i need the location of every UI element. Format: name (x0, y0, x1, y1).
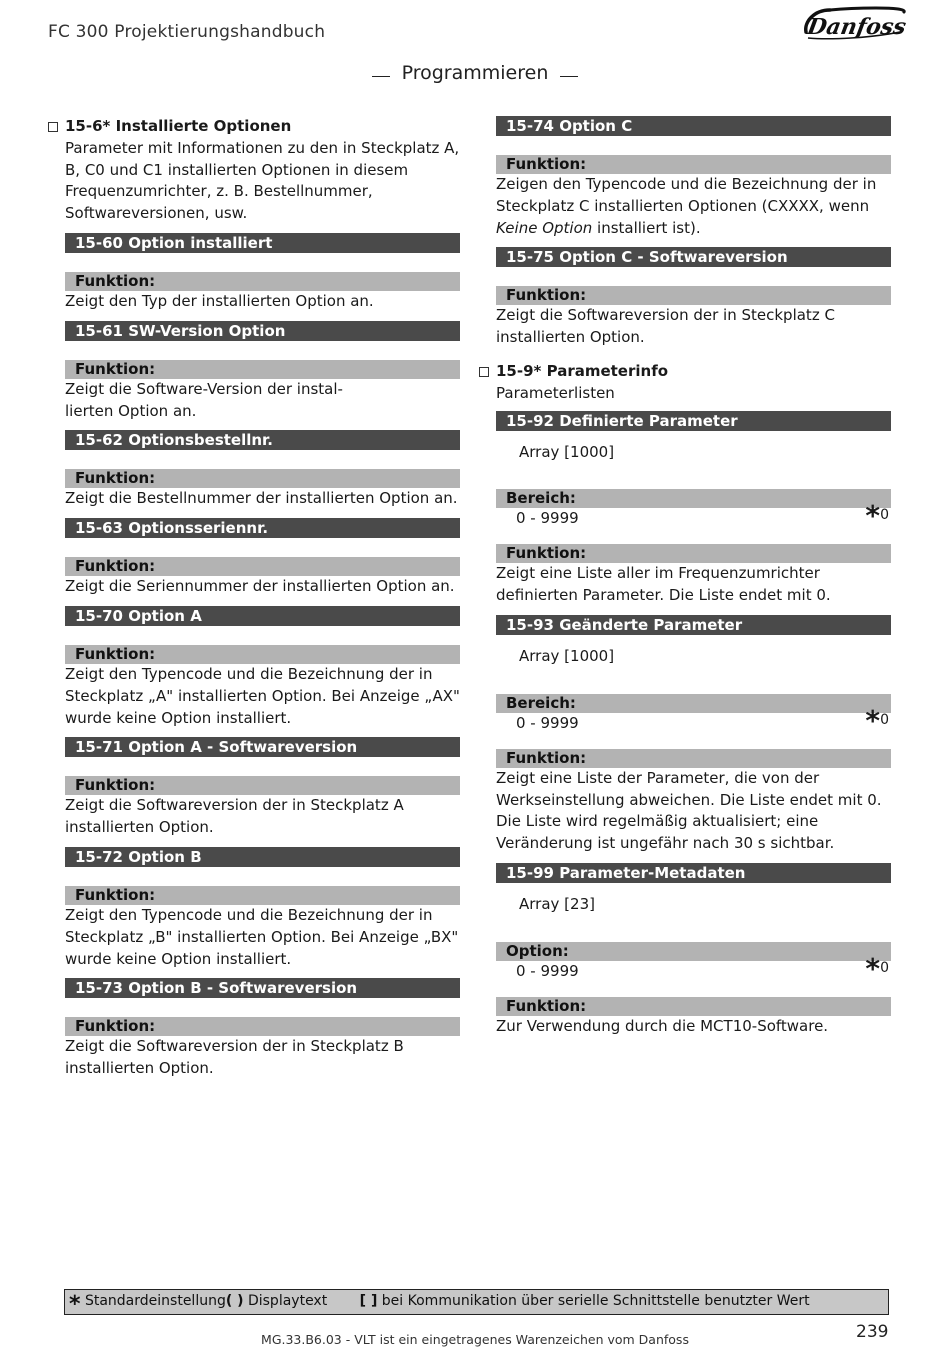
title-dash-right (560, 76, 578, 77)
range-row (516, 703, 891, 737)
group-description: Parameterlisten (496, 383, 615, 402)
range-value: 0 - 9999 (516, 713, 579, 732)
param-15-62 (48, 430, 460, 510)
function-text: Zeigt die Softwareversion der in Steckplatz B installierten Option. (65, 1037, 404, 1078)
legend-bar (64, 1289, 889, 1315)
function-label: Funktion: (65, 557, 460, 576)
group-description: Parameter mit Informationen zu den in Steckplatz A, B, C0 und C1 installierten Optionen in diesem Frequenzumrichter, z. B. Bestellnummer, Softwareversionen, usw. (65, 138, 460, 223)
checkbox-square-icon (48, 122, 58, 132)
param-title: 15-71 Option A - Softwareversion (65, 737, 460, 757)
default-value (865, 703, 889, 737)
function-text: Zur Verwendung durch die MCT10-Software. (496, 1016, 829, 1035)
svg-text:Danfoss: Danfoss (805, 14, 909, 40)
function-text: Zeigt die Softwareversion der in Steckplatz C installierten Option. (496, 306, 835, 347)
function-label: Funktion: (496, 749, 891, 768)
legend-star-text: Standardeinstellung (84, 1293, 226, 1309)
legend-paren-symbol: ( ) (225, 1293, 244, 1309)
page-number: 239 (856, 1322, 889, 1342)
function-label: Funktion: (65, 360, 460, 379)
param-15-92 (479, 411, 891, 607)
function-label: Funktion: (65, 645, 460, 664)
default-value (865, 951, 889, 985)
default-number: 0 (880, 959, 889, 976)
param-title: 15-93 Geänderte Parameter (496, 615, 891, 635)
function-text: Zeigt den Typencode und die Bezeichnung der in Steckplatz „B" installierten Option. Bei Anzeige „BX" wurde keine Option installiert. (65, 905, 459, 968)
footer-text: MG.33.B6.03 - VLT ist ein eingetragenes Warenzeichen vom Danfoss (261, 1332, 689, 1347)
array-size: Array [1000] (519, 442, 615, 461)
function-label: Funktion: (496, 544, 891, 563)
range-label: Bereich: (496, 489, 891, 508)
function-label: Funktion: (65, 886, 460, 905)
function-text-start: Zeigen den Typencode und die Bezeichnung der in Steckplatz C installierten Optionen (CXXXX, wenn (496, 175, 877, 215)
param-15-99 (479, 863, 891, 1038)
default-star-icon: * (865, 703, 881, 737)
param-title: 15-60 Option installiert (65, 233, 460, 253)
legend-star-icon: * (69, 1292, 81, 1317)
function-text-end: installiert ist). (592, 218, 701, 237)
param-15-63 (48, 518, 460, 598)
param-title: 15-99 Parameter-Metadaten (496, 863, 891, 883)
param-15-75 (479, 247, 891, 349)
range-value: 0 - 9999 (516, 509, 579, 528)
function-text (496, 174, 891, 239)
param-15-61 (48, 321, 460, 423)
danfoss-logo (800, 2, 910, 46)
function-text: Zeigt den Typencode und die Bezeichnung der in Steckplatz „A" installierten Option. Bei Anzeige „AX" wurde keine Option installiert. (65, 664, 460, 727)
param-title: 15-70 Option A (65, 606, 460, 626)
function-text: Zeigt eine Liste der Parameter, die von der Werkseinstellung abweichen. Die Liste endet mit 0. Die Liste wird regelmäßig aktualisiert; eine Veränderung ist ungefähr nach 30 s sichtbar. (496, 768, 882, 853)
function-label: Funktion: (496, 286, 891, 305)
param-15-72 (48, 847, 460, 970)
legend-bracket-symbol: [ ] (359, 1293, 378, 1309)
array-size: Array [23] (519, 894, 595, 913)
doc-title: FC 300 Projektierungshandbuch (48, 22, 326, 42)
left-column (48, 116, 460, 1088)
param-15-71 (48, 737, 460, 839)
range-value: 0 - 9999 (516, 961, 579, 980)
param-15-60 (48, 233, 460, 313)
range-row (516, 951, 891, 985)
group-15-6 (48, 116, 460, 225)
group-title: 15-6* Installierte Optionen (65, 117, 292, 135)
param-15-74 (479, 116, 891, 239)
param-15-93 (479, 615, 891, 855)
function-text: Zeigt die Software-Version der instal-lierten Option an. (65, 379, 343, 420)
function-text-italic: Keine Option (496, 218, 593, 237)
title-dash-left (372, 76, 390, 77)
function-label: Funktion: (65, 1017, 460, 1036)
param-title: 15-62 Optionsbestellnr. (65, 430, 460, 450)
range-row (516, 499, 891, 533)
function-text: Zeigt eine Liste aller im Frequenzumrichter definierten Parameter. Die Liste endet mit 0. (496, 564, 831, 605)
range-label: Bereich: (496, 694, 891, 713)
param-title: 15-74 Option C (496, 116, 891, 136)
default-number: 0 (880, 711, 889, 728)
param-title: 15-73 Option B - Softwareversion (65, 978, 460, 998)
default-value (865, 499, 889, 533)
default-number: 0 (880, 507, 889, 524)
param-title: 15-75 Option C - Softwareversion (496, 247, 891, 267)
param-title: 15-61 SW-Version Option (65, 321, 460, 341)
function-text: Zeigt die Seriennummer der installierten Option an. (65, 577, 455, 596)
array-size: Array [1000] (519, 646, 615, 665)
default-star-icon: * (865, 951, 881, 985)
param-15-73 (48, 978, 460, 1080)
checkbox-square-icon (479, 367, 489, 377)
param-title: 15-72 Option B (65, 847, 460, 867)
param-title: 15-92 Definierte Parameter (496, 411, 891, 431)
param-15-70 (48, 606, 460, 729)
right-column (479, 116, 891, 1046)
function-text: Zeigt den Typ der installierten Option an. (65, 291, 374, 310)
legend-bracket-text: bei Kommunikation über serielle Schnittstelle benutzter Wert (381, 1293, 810, 1309)
legend-paren-text: Displaytext (247, 1293, 328, 1309)
function-label: Funktion: (496, 155, 891, 174)
function-label: Funktion: (65, 776, 460, 795)
section-title-text: Programmieren (401, 62, 549, 84)
param-title: 15-63 Optionsseriennr. (65, 518, 460, 538)
default-star-icon: * (865, 499, 881, 533)
function-label: Funktion: (496, 997, 891, 1016)
option-label: Option: (496, 942, 891, 961)
function-label: Funktion: (65, 272, 460, 291)
function-text: Zeigt die Bestellnummer der installierten Option an. (65, 489, 458, 508)
group-title: 15-9* Parameterinfo (496, 361, 669, 380)
function-label: Funktion: (65, 469, 460, 488)
function-text: Zeigt die Softwareversion der in Steckplatz A installierten Option. (65, 796, 404, 837)
section-title (0, 62, 950, 84)
group-15-9 (479, 361, 891, 405)
